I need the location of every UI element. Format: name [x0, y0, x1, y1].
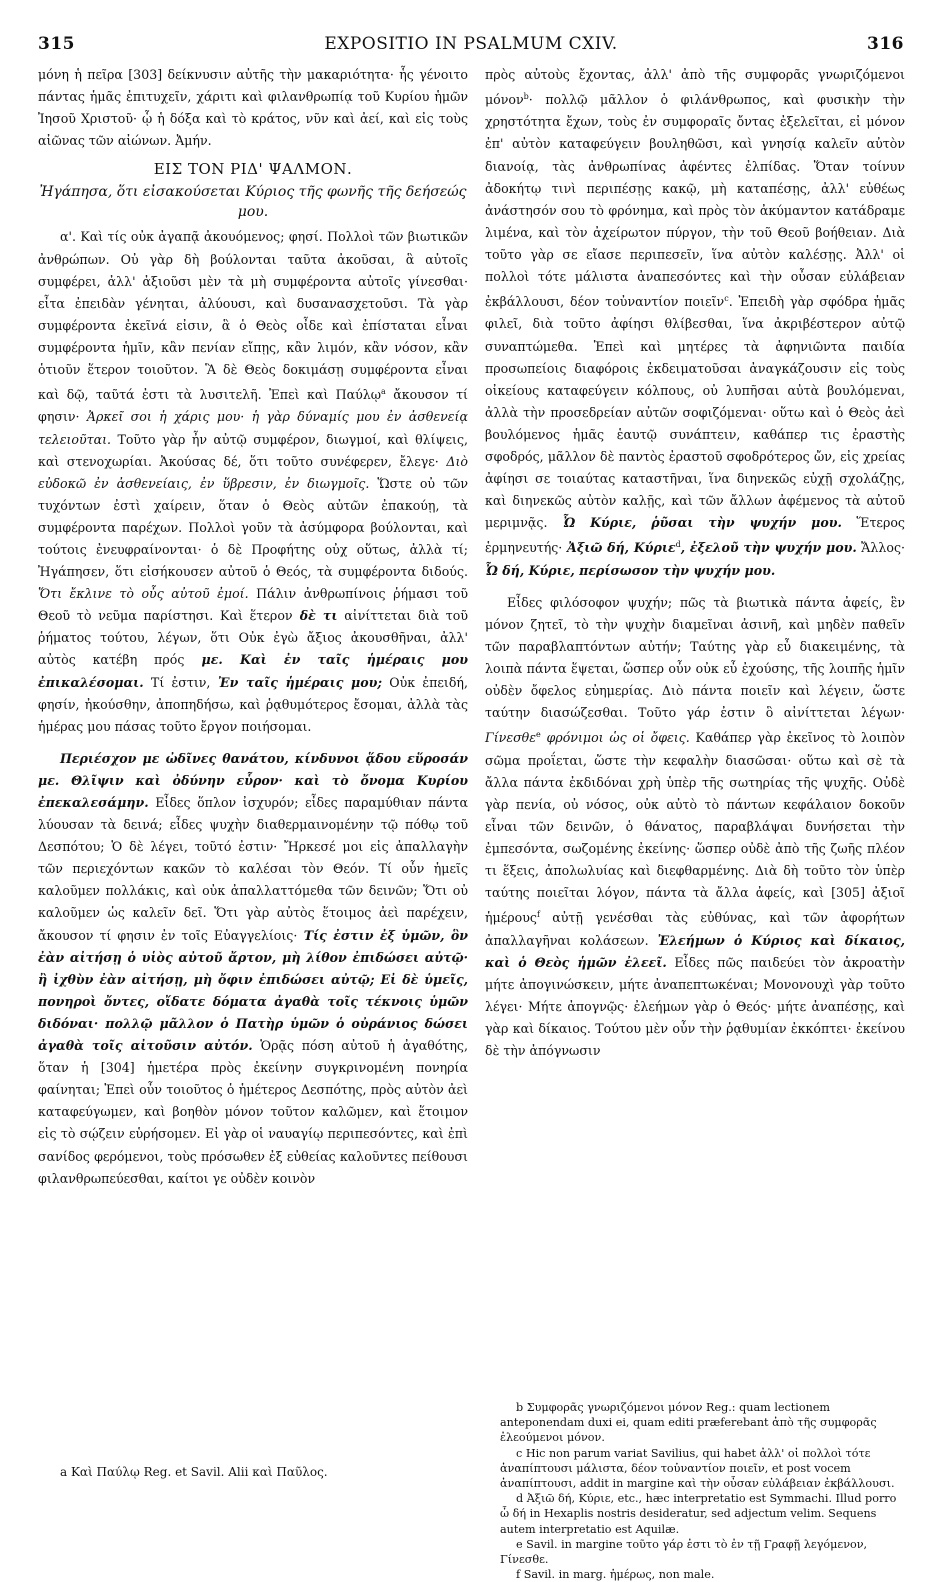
commentary-paragraph-1: α'. Καὶ τίς οὐκ ἀγαπᾷ ἀκουόμενος; φησί. Πολλοὶ τῶν βιωτικῶν ἀνθρώπων. Οὐ γὰρ δὴ βούλονται ταῦτα ἀκοῦσαι, ἃ αὐτοῖς συμφέρει, ἀλλ' ἀξιοῦσι μὲν τὰ μὴ συμφέροντα αὐτοῖς γίνεσθαι· εἶτα ἐπειδὰν γένηται, ἀλύουσι, καὶ δυσανασχετοῦσι. Τὰ γὰρ συμφέροντα ἐκεῖνά εἰσιν, ἃ ὁ Θεὸς οἶδε καὶ ἐπίσταται εἶναι συμφέροντα ἡμῖν, κἂν πενίαν εἴπῃς, κἂν λιμόν, κἂν νόσον, κἂν ὁτιοῦν ἕτερον τοιοῦτον. Ἃ δὲ Θεὸς δοκιμάσῃ συμφέροντα εἶναι καὶ δῷ, ταῦτά ἐστι τὰ λυσιτελῆ. Ἐπεὶ καὶ Παύλῳ$^a$ ἄκουσον τί φησιν· Ἀρκεῖ σοι ἡ χάρις μου· ἡ γὰρ δύναμίς μου ἐν ἀσθενείᾳ τελειοῦται. Τοῦτο γὰρ ἦν αὐτῷ συμφέρον, διωγμοί, καὶ θλίψεις, καὶ στενοχωρίαι. Ἀκούσας δέ, ὅτι τοῦτο συνέφερεν, ἔλεγε· Διὸ εὐδοκῶ ἐν ἀσθενείαις, ἐν ὕβρεσιν, ἐν διωγμοῖς. Ὥστε οὐ τῶν τυχόντων ἐστὶ χαίρειν, ὅταν ὁ Θεὸς αὐτῶν ἐπακούῃ, τὰ συμφέροντα παρέχων. Πολλοὶ γοῦν τὰ ἀσύμφορα βούλονται, καὶ τούτοις ἐνευφραίνονται· ὁ δὲ Προφήτης οὐχ οὕτως, ἀλλὰ τί; Ἠγάπησεν, ὅτι εἰσήκουσεν αὐτοῦ ὁ Θεός, τὰ συμφέροντα διδούς. Ὅτι ἔκλινε τὸ οὖς αὐτοῦ ἐμοί. Πάλιν ἀνθρωπίνοις ῥήμασι τοῦ Θεοῦ τὸ νεῦμα παρίστησι. Καὶ ἕτερον δὲ τι αἰνίττεται διὰ τοῦ ῥήματος τούτου, λέγων, ὅτι Οὐκ ἐγὼ ἄξιος ἀκουσθῆναι, ἀλλ' αὐτὸς κατέβη πρός με. Καὶ ἐν ταῖς ἡμέραις μου ἐπικαλέσομαι. Τί ἐστιν, Ἐν ταῖς ἡμέραις μου; Οὐκ ἐπειδή, φησίν, ἠκούσθην, ἀποπηδήσω, καὶ ῥᾳθυμότερος ἔσομαι, ἀλλὰ τὰς ἡμέρας μου πάσας τοῦτο ἔργον ποιήσομαι.	[38, 229, 469, 734]
footnote-ref-d: d	[675, 540, 681, 550]
footnote-ref-a: a	[381, 387, 386, 397]
scripture-quote: Ἀρκεῖ σοι ἡ χάρις μου· ἡ γὰρ δύναμίς μου ἐν ἀσθενείᾳ τελειοῦται.	[38, 409, 468, 447]
page-number-left: 315	[38, 34, 75, 54]
footnotes-right	[500, 1400, 905, 1582]
psalm-verse-heading: Ἠγάπησα, ὅτι εἰσακούσεται Κύριος τῆς φωνῆς τῆς δεήσεώς μου.	[39, 184, 467, 221]
footnote-ref-e: e	[536, 730, 541, 740]
left-column	[38, 64, 468, 1190]
scripture-quote: Ἐλεήμων ὁ Κύριος καὶ δίκαιος, καὶ ὁ Θεὸς ἡμῶν ἐλεεῖ.	[485, 932, 905, 970]
scripture-quote: Διὸ εὐδοκῶ ἐν ἀσθενείαις, ἐν ὕβρεσιν, ἐν διωγμοῖς.	[38, 453, 468, 491]
footnote-b: b Συμφορᾶς γνωριζόμενοι μόνον Reg.: quam lectionem anteponendam duxi ei, quam editi præferebant ἀπὸ τῆς συμφορᾶς ἐλεούμενοι μόνον.	[500, 1401, 877, 1445]
commentary-paragraph-3: πρὸς αὐτοὺς ἔχοντας, ἀλλ' ἀπὸ τῆς συμφορᾶς γνωριζόμενοι μόνον$^b$· πολλῷ μᾶλλον ὁ φιλάνθρωπος, καὶ φυσικὴν τὴν χρηστότητα ἔχων, τοὺς ἐν συμφοραῖς ὄντας ἐξελεῖται, εἰ μόνον ἐπ' αὐτὸν καταφεύγειν βουληθῶσι, καὶ γνησίᾳ καλεῖν αὐτὸν διανοίᾳ, τὰς ἀνθρωπίνας ἀφέντες ἐλπίδας. Ὅταν τοίνυν ἀδοκήτῳ τινὶ περιπέσῃς κακῷ, μὴ καταπέσῃς, ἀλλ' εὐθέως ἀνάστησόν σου τὸ φρόνημα, καὶ πρὸς τὸν ἀκύμαντον κατάδραμε λιμένα, καὶ τὸν ἀχείρωτον πύργον, τὴν τοῦ Θεοῦ βοήθειαν. Διὰ τοῦτο γὰρ σε εἴασε περιπεσεῖν, ἵνα αὐτὸν καλέσῃς. Ἀλλ' οἱ πολλοὶ τότε μάλιστα ἀναπεσόντες καὶ τὴν οὖσαν εὐλάβειαν ἐκβάλλουσι, δέον τοὐναντίον ποιεῖν$^c$. Ἐπειδὴ γὰρ σφόδρα ἡμᾶς φιλεῖ, διὰ τοῦτο ἀφίησι θλίβεσθαι, ἵνα ἀκριβέστερον αὐτῷ συναπτώμεθα. Ἐπεὶ καὶ μητέρες τὰ ἀφηνιῶντα παιδία προσωπείοις διαφόροις ἐκδειματοῦσαι ἀναγκάζουσιν εἰς τοὺς οἰκείους καταφεύγειν κόλπους, οὐ λυπῆσαι αὐτὰ βουλόμεναι, ἀλλὰ τὴν προσεδρείαν αὐτῶν σοφιζόμεναι· οὕτω καὶ ὁ Θεὸς ἀεὶ βουλόμενος ἡμᾶς ἑαυτῷ συνάπτειν, καθάπερ τις ἐραστὴς σφοδρός, μᾶλλον δὲ παντὸς ἐραστοῦ σφοδρότερος ὤν, εἰς χρείας ἀφίησι σε τοιαύτας καταστῆναι, ἵνα διηνεκῶς εὐχῇ σχολάζῃς, καὶ διηνεκῶς αὐτὸν καλῇς, καὶ τῶν ἄλλων ἀφέμενος τὰ αὐτοῦ μεριμνᾷς. Ὦ Κύριε, ῥῦσαι τὴν ψυχήν μου. Ἕτερος ἑρμηνευτής· Ἀξιῶ δή, Κύριε$^d$, ἐξελοῦ τὴν ψυχήν μου. Ἄλλος· Ὦ δή, Κύριε, περίσωσον τὴν ψυχήν μου.	[485, 67, 905, 578]
scripture-quote: Ἀξιῶ δή, Κύριε	[562, 540, 676, 556]
scripture-quote: με. Καὶ ἐν ταῖς ἡμέραις μου ἐπικαλέσομαι.	[38, 652, 468, 690]
footnote-c: c Hic non parum variat Savilius, qui habet ἀλλ' οἱ πολλοὶ τότε ἀναπίπτουσι μάλιστα, δέον τοὐναντίον ποιεῖν, et post vocem ἀναπίπτουσι, addit in margine καὶ τὴν οὖσαν εὐλάβειαν ἐκβάλλουσι.	[500, 1446, 895, 1491]
scripture-quote: Ὅτι ἔκλινε τὸ οὖς αὐτοῦ ἐμοί.	[38, 586, 249, 602]
scripture-quote: Ἐν ταῖς ἡμέραις μου;	[210, 674, 383, 690]
footnote-a: a Καὶ Παύλῳ Reg. et Savil. Alii καὶ Παῦλος.	[60, 1465, 328, 1479]
scripture-quote: Τίς ἐστιν ἐξ ὑμῶν, ὃν ἐὰν αἰτήσῃ ὁ υἱὸς αὐτοῦ ἄρτον, μὴ λίθον ἐπιδώσει αὐτῷ· ἢ ἰχθὺν ἐὰν αἰτήσῃ, μὴ ὄφιν ἐπιδώσει αὐτῷ; Εἰ δὲ ὑμεῖς, πονηροὶ ὄντες, οἴδατε δόματα ἀγαθὰ τοῖς τέκνοις ὑμῶν διδόναι· πολλῷ μᾶλλον ὁ Πατὴρ ὑμῶν ὁ οὐράνιος δώσει ἀγαθὰ τοῖς αἰτοῦσιν αὐτόν.	[38, 927, 468, 1054]
scripture-quote: Περιέσχον με ὠδῖνες θανάτου, κίνδυνοι ᾅδου εὕροσάν με. Θλῖψιν καὶ ὀδύνην εὗρον· καὶ τὸ ὄνομα Κυρίου ἐπεκαλεσάμην.	[38, 750, 468, 810]
footnote-ref-b: b	[523, 92, 529, 102]
footnote-ref-f: f	[536, 910, 540, 920]
page-number-right: 316	[867, 34, 904, 54]
right-column	[485, 64, 905, 1062]
running-header	[38, 34, 904, 58]
running-title: EXPOSITIO IN PSALMUM CXIV.	[324, 34, 618, 54]
footnote-e: e Savil. in margine τοῦτο γάρ ἐστι τὸ ἐν τῇ Γραφῇ λεγόμενον, Γίνεσθε.	[500, 1537, 868, 1567]
closing-paragraph: μόνη ἡ πεῖρα [303] δείκνυσιν αὐτῆς τὴν μακαριότητα· ἧς γένοιτο πάντας ἡμᾶς ἐπιτυχεῖν, χάριτι καὶ φιλανθρωπίᾳ τοῦ Κυρίου ἡμῶν Ἰησοῦ Χριστοῦ· ᾧ ἡ δόξα καὶ τὸ κράτος, νῦν καὶ ἀεί, καὶ εἰς τοὺς αἰῶνας τῶν αἰώνων. Ἀμήν.	[38, 67, 468, 149]
section-title: ΕΙΣ ΤΟΝ ΡΙΔ' ΨΑΛΜΟΝ.	[153, 160, 353, 179]
scripture-quote: Ὦ δή, Κύριε, περίσωσον τὴν ψυχήν μου.	[485, 562, 776, 578]
footnote-d: d Ἀξιῶ δή, Κύριε, etc., hæc interpretatio est Symmachi. Illud porro ὦ δή in Hexaplis nostris desideratur, sed adjectum velim. Sequens autem interpretatio est Aquilæ.	[500, 1492, 897, 1536]
commentary-paragraph-4: Εἶδες φιλόσοφον ψυχήν; πῶς τὰ βιωτικὰ πάντα ἀφείς, ἓν μόνον ζητεῖ, τὸ τὴν ψυχὴν διαμεῖναι ἀσινῆ, καὶ μηδὲν παθεῖν τῶν παραβλαπτόντων αὐτήν; Ταύτης γὰρ εὖ διακειμένης, τὰ λοιπὰ πάντα ἕψεται, ὥσπερ οὖν οὐκ εὖ ἐχούσης, τῆς λοιπῆς ἡμῖν οὐδὲν ὄφελος εὐημερίας. Διὸ πάντα ποιεῖν καὶ λέγειν, ὥστε ταύτην διασώζεσθαι. Τοῦτο γάρ ἐστιν ὃ αἰνίττεται λέγων· Γίνεσθε$^e$ φρόνιμοι ὡς οἱ ὄφεις. Καθάπερ γὰρ ἐκεῖνος τὸ λοιπὸν σῶμα προΐεται, ὥστε τὴν κεφαλὴν διασῶσαι· οὕτω καὶ σὲ τὰ ἄλλα πάντα ἐκδιδόναι χρὴ ὑπὲρ τῆς σωτηρίας τῆς ψυχῆς. Οὐδὲ γὰρ πενία, οὐ νόσος, οὐκ αὐτὸ τὸ πάντων κεφάλαιον δοκοῦν εἶναι τῶν δεινῶν, ὁ θάνατος, παραβλάψαι δυνήσεται τὴν ἐμπεσόντα, σωζομένης ἐκείνης· ὥσπερ οὐδὲ ἀπὸ τῆς ζωῆς πλέον τι ἕξεις, ἀπολωλυίας καὶ διεφθαρμένης. Διὰ δὴ τοῦτο τὸν ὑπὲρ ταύτης ποιεῖται λόγον, πάντα τὰ ἄλλα ἀφείς, καὶ [305] ἀξιοῖ ἡμέρους$^f$ αὐτῇ γενέσθαι τὰς εὐθύνας, καὶ τῶν ἀφορήτων ἀπαλλαγῆναι κολάσεων. Ἐλεήμων ὁ Κύριος καὶ δίκαιος, καὶ ὁ Θεὸς ἡμῶν ἐλεεῖ. Εἶδες πῶς παιδεύει τὸν ἀκροατὴν μήτε ἀπογινώσκειν, μήτε ἀναπεπτωκέναι; Μονονουχὶ γὰρ τοῦτο λέγει· Μήτε ἀπογνῷς· ἐλεήμων γὰρ ὁ Θεός· μήτε ἀναπέσῃς, καὶ γὰρ καὶ δίκαιος. Τούτου μὲν οὖν τὴν ῥᾳθυμίαν ἐκκόπτει· ἐκείνου δὲ τὴν ἀπόγνωσιν	[485, 594, 905, 1058]
commentary-paragraph-2: Περιέσχον με ὠδῖνες θανάτου, κίνδυνοι ᾅδου εὕροσάν με. Θλῖψιν καὶ ὀδύνην εὗρον· καὶ τὸ ὄνομα Κυρίου ἐπεκαλεσάμην. Εἶδες ὅπλον ἰσχυρόν; εἶδες παραμύθιαν πάντα λύουσαν τὰ δεινά; εἶδες ψυχὴν διαθερμαινομένην τῷ πόθῳ τοῦ Δεσπότου; Ὁ δὲ λέγει, τοῦτό ἐστιν· Ἤρκεσέ μοι εἰς ἀπαλλαγὴν τῶν περιεχόντων κακῶν τὸ καλέσαι τὸν Θεόν. Τί οὖν ἡμεῖς καλοῦμεν πολλάκις, καὶ οὐκ ἀπαλλαττόμεθα τῶν δεινῶν; Ὅτι οὐ καλοῦμεν ὡς καλεῖν δεῖ. Ὅτι γὰρ αὐτὸς ἕτοιμος ἀεὶ παρέχειν, ἄκουσον τί φησιν ἐν τοῖς Εὐαγγελίοις· Τίς ἐστιν ἐξ ὑμῶν, ὃν ἐὰν αἰτήσῃ ὁ υἱὸς αὐτοῦ ἄρτον, μὴ λίθον ἐπιδώσει αὐτῷ· ἢ ἰχθὺν ἐὰν αἰτήσῃ, μὴ ὄφιν ἐπιδώσει αὐτῷ; Εἰ δὲ ὑμεῖς, πονηροὶ ὄντες, οἴδατε δόματα ἀγαθὰ τοῖς τέκνοις ὑμῶν διδόναι· πολλῷ μᾶλλον ὁ Πατὴρ ὑμῶν ὁ οὐράνιος δώσει ἀγαθὰ τοῖς αἰτοῦσιν αὐτόν. Ὁρᾷς πόση αὐτοῦ ἡ ἀγαθότης, ὅταν ἡ [304] ἡμετέρα πρὸς ἐκείνην συγκρινομένη πονηρία φαίνηται; Ἐπεὶ οὖν τοιοῦτος ὁ ἡμέτερος Δεσπότης, πρὸς αὐτὸν ἀεὶ καταφεύγωμεν, καὶ βοηθὸν μόνον τοῦτον καλῶμεν, καὶ ἕτοιμον εἰς τὸ σῴζειν εὑρήσομεν. Εἰ γὰρ οἱ ναυαγίῳ περιπεσόντες, καὶ ἐπὶ σανίδος φερόμενοι, τοὺς πρόσωθεν ἐξ εὐθείας καλοῦντες πείθουσι φιλανθρωπεύεσθαι, καίτοι γε οὐδὲν κοινὸν	[38, 750, 468, 1186]
scripture-quote: Γίνεσθε	[485, 730, 537, 746]
footnote-f: f Savil. in marg. ἡμέρως, non male.	[516, 1568, 715, 1582]
footnote-ref-c: c	[724, 294, 729, 304]
scripture-quote: Ὦ Κύριε, ῥῦσαι τὴν ψυχήν μου.	[547, 515, 842, 531]
footnotes-left	[60, 1464, 460, 1480]
